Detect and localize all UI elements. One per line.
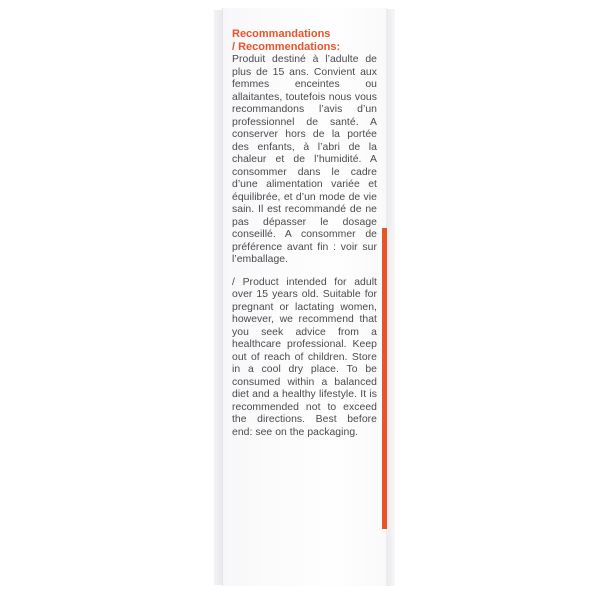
box-right-edge xyxy=(387,9,395,586)
box-left-edge xyxy=(214,10,222,585)
recommendations-text-block xyxy=(232,28,377,439)
orange-accent-stripe xyxy=(382,228,387,529)
heading-english: / Recommendations: xyxy=(232,41,341,53)
paragraph-french: Produit destiné à l’adulte de plus de 15 ans. Convient aux femmes enceintes ou allaitantes, toutefois nous vous recommandons l’avis d’un professionnel de santé. A conserver hors de la portée des enfants, à l’abri de la chaleur et de l’humidité. A consommer dans le cadre d’une alimentation variée et équilibrée, et d’un mode de vie sain. Il est recommandé de ne pas dépasser le dosage conseillé. A consommer de préférence avant fin : voir sur l’emballage. xyxy=(232,54,377,265)
paragraph-english: / Product intended for adult over 15 years old. Suitable for pregnant or lactating women, however, we recommend that you seek advice from a healthcare professional. Keep out of reach of children. Store in a cool dry place. To be consumed within a balanced diet and a healthy lifestyle. It is recommended not to exceed the directions. Best before end: see on the packaging. xyxy=(232,276,377,438)
heading-french: Recommandations xyxy=(232,28,331,40)
